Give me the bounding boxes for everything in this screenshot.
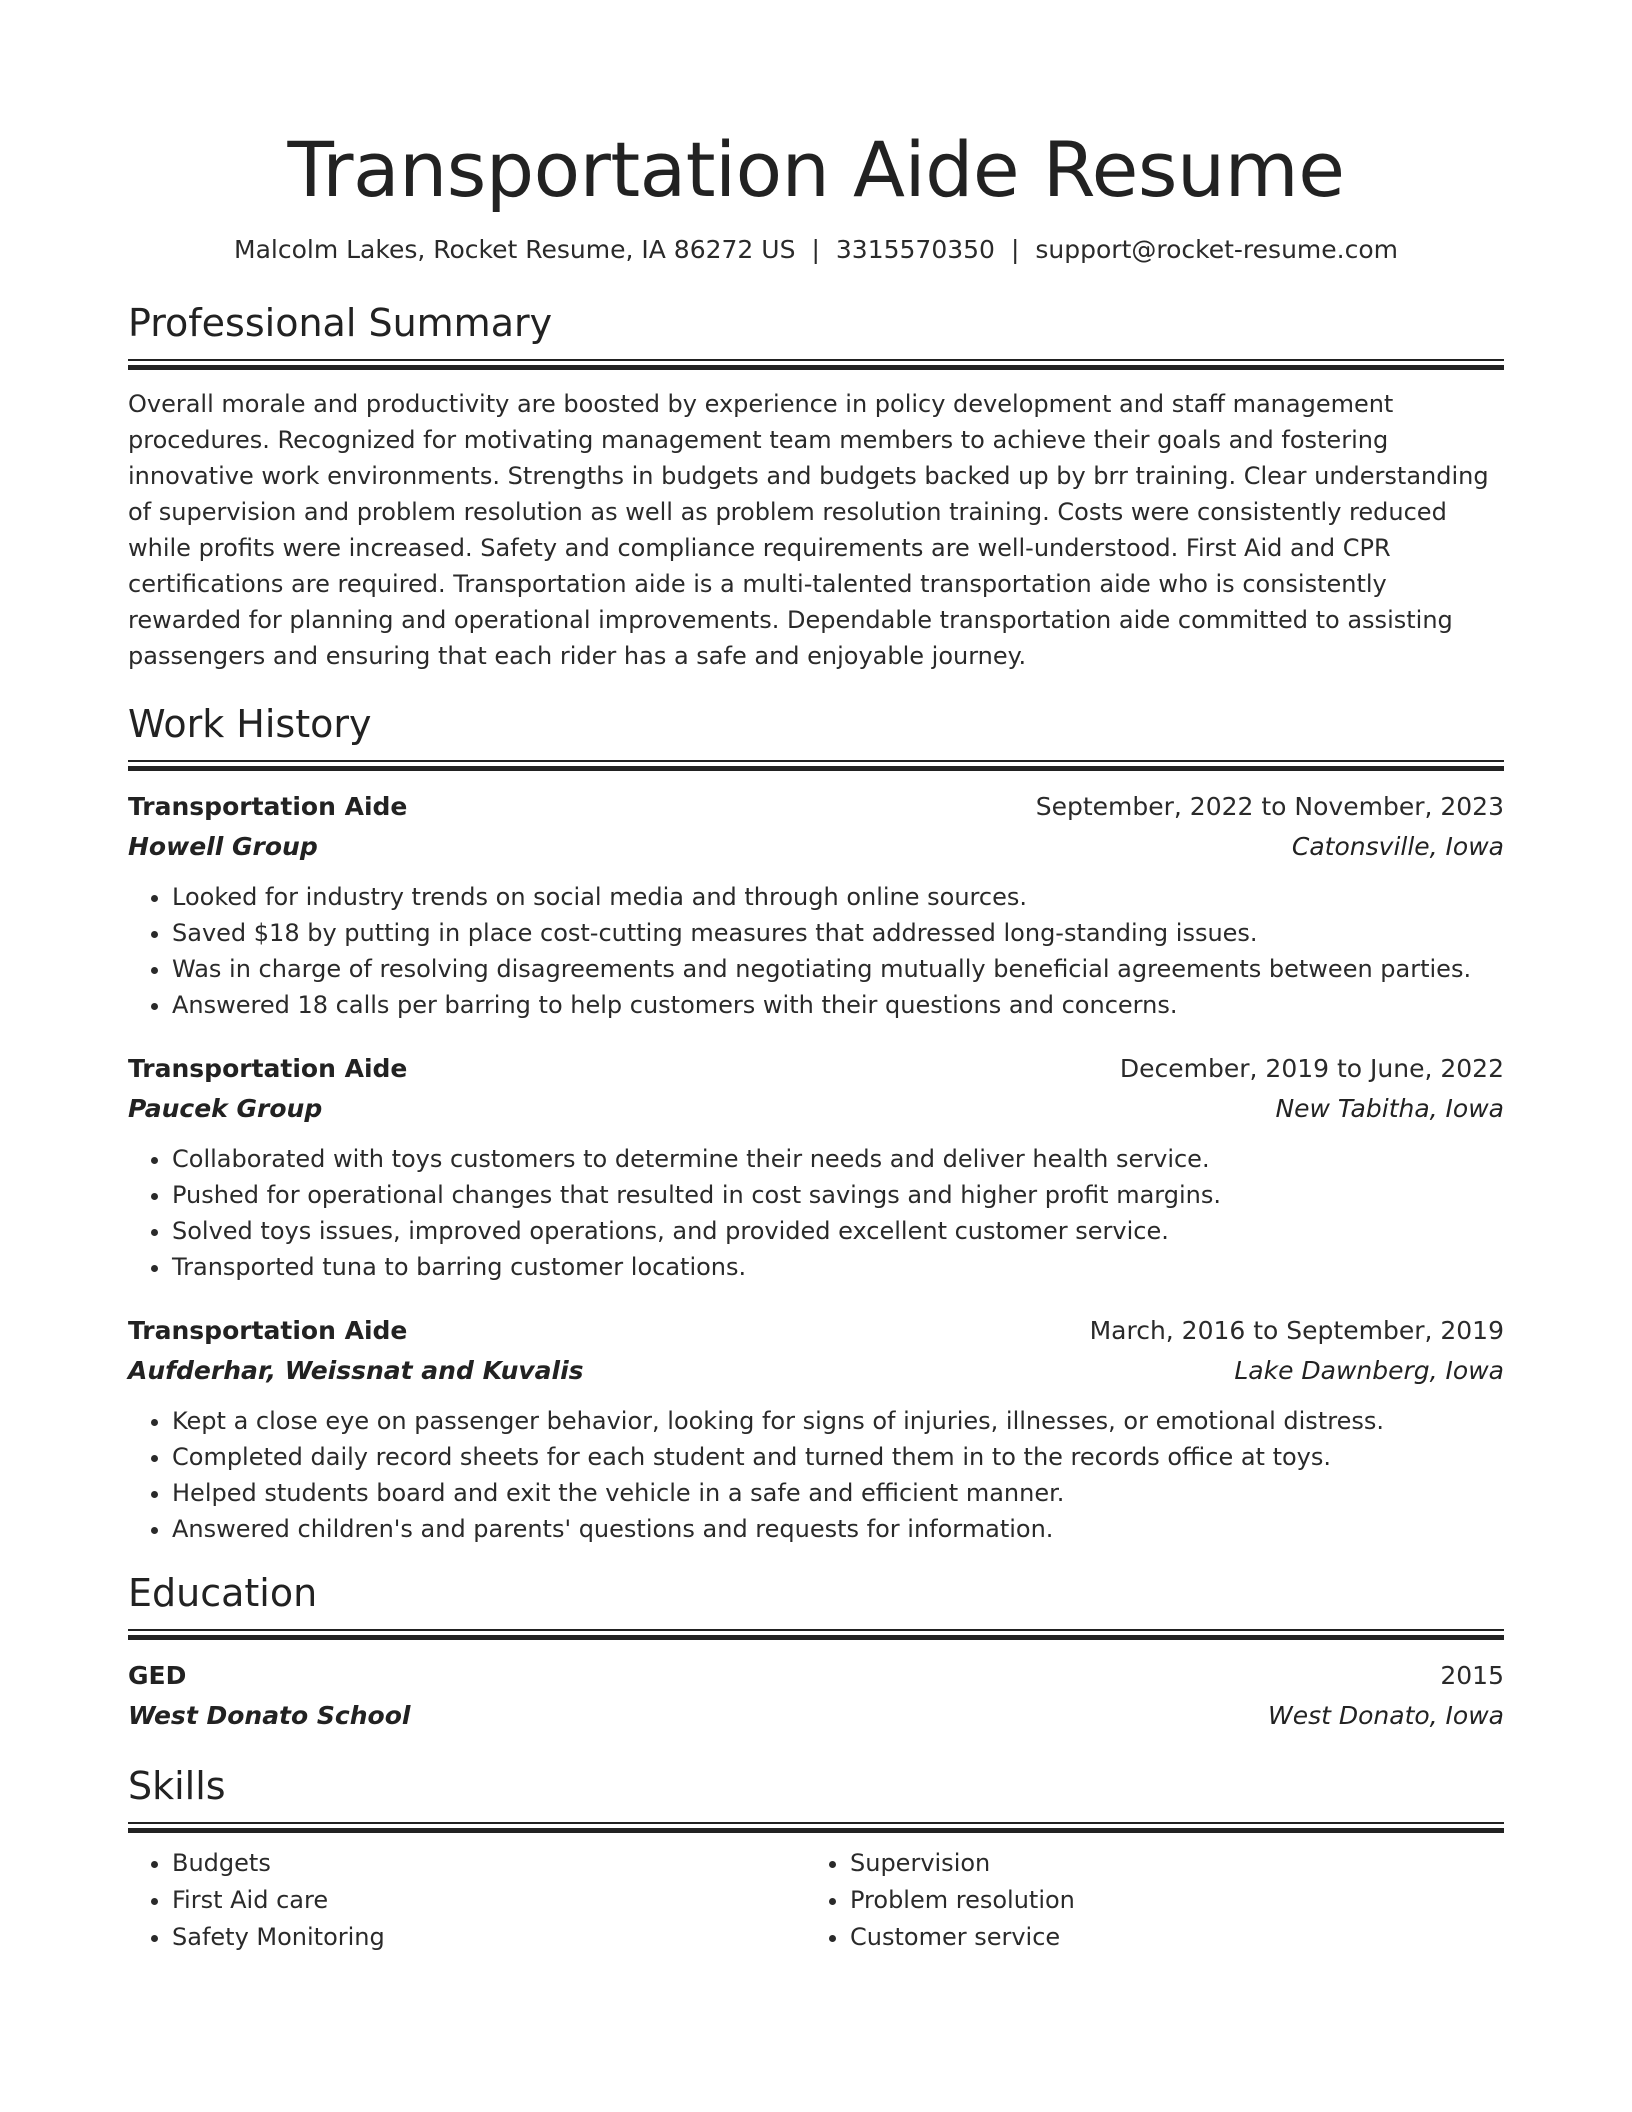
skill-item: • First Aid care: [172, 1882, 806, 1919]
job-bullet: • Saved $18 by putting in place cost-cutting measures that addressed long-standing issues.: [172, 915, 1504, 951]
job-title: Transportation Aide: [128, 792, 408, 821]
job-bullet: • Kept a close eye on passenger behavior, looking for signs of injuries, illnesses, or emotional distress.: [172, 1403, 1504, 1439]
skills-list-right: [806, 1845, 1484, 1956]
job-bullet-list: [128, 1141, 1504, 1285]
job-company: Howell Group: [128, 832, 318, 861]
contact-separator: |: [1010, 235, 1020, 264]
section-divider: [128, 760, 1504, 771]
skill-item: • Customer service: [850, 1919, 1484, 1956]
job-company-row: [128, 827, 1504, 867]
education-year: 2015: [1440, 1661, 1504, 1690]
skill-item: • Budgets: [172, 1845, 806, 1882]
job-bullet: • Was in charge of resolving disagreements and negotiating mutually beneficial agreements between parties.: [172, 951, 1504, 987]
job-entry: [128, 787, 1504, 1023]
job-bullet: • Answered children's and parents' questions and requests for information.: [172, 1511, 1504, 1547]
job-company: Aufderhar, Weissnat and Kuvalis: [128, 1356, 584, 1385]
skill-item: • Supervision: [850, 1845, 1484, 1882]
skill-item: • Problem resolution: [850, 1882, 1484, 1919]
skills-heading: Skills: [128, 1764, 226, 1808]
job-bullet: • Answered 18 calls per barring to help customers with their questions and concerns.: [172, 987, 1504, 1023]
summary-text: Overall morale and productivity are boosted by experience in policy development and staff management procedures. Recognized for motivating management team members to achieve their goals and fostering innovative work environments. Strengths in budgets and budgets backed up by brr training. Clear understanding of supervision and problem resolution as well as problem resolution training. Costs were consistently reduced while profits were increased. Safety and compliance requirements are well-understood. First Aid and CPR certifications are required. Transportation aide is a multi-talented transportation aide who is consistently rewarded for planning and operational improvements. Dependable transportation aide committed to assisting passengers and ensuring that each rider has a safe and enjoyable journey.: [128, 390, 1489, 670]
education-header-row: [128, 1656, 1504, 1696]
resume-page: [128, 0, 1504, 1956]
job-header-row: [128, 1311, 1504, 1351]
education-heading: Education: [128, 1571, 318, 1615]
section-divider: [128, 1822, 1504, 1833]
job-location: New Tabitha, Iowa: [1275, 1094, 1504, 1123]
job-title: Transportation Aide: [128, 1054, 408, 1083]
job-bullet: • Transported tuna to barring customer locations.: [172, 1249, 1504, 1285]
summary-section: [128, 299, 1504, 674]
job-dates: December, 2019 to June, 2022: [1119, 1054, 1504, 1083]
job-bullet: • Pushed for operational changes that resulted in cost savings and higher profit margins.: [172, 1177, 1504, 1213]
skills-section: [128, 1762, 1504, 1956]
resume-title: Transportation Aide Resume: [287, 125, 1345, 214]
contact-phone: 3315570350: [835, 235, 995, 264]
job-header-row: [128, 1049, 1504, 1089]
section-divider: [128, 359, 1504, 370]
job-company-row: [128, 1089, 1504, 1129]
education-section: [128, 1569, 1504, 1736]
contact-line: [128, 232, 1504, 268]
contact-email[interactable]: support@rocket-resume.com: [1035, 235, 1398, 264]
education-location: West Donato, Iowa: [1267, 1701, 1504, 1730]
job-location: Catonsville, Iowa: [1291, 832, 1504, 861]
job-entry: [128, 1311, 1504, 1547]
job-location: Lake Dawnberg, Iowa: [1234, 1356, 1504, 1385]
job-header-row: [128, 787, 1504, 827]
job-dates: September, 2022 to November, 2023: [1035, 792, 1504, 821]
job-company-row: [128, 1351, 1504, 1391]
job-company: Paucek Group: [128, 1094, 323, 1123]
job-bullet: • Helped students board and exit the vehicle in a safe and efficient manner.: [172, 1475, 1504, 1511]
skills-list-left: [128, 1845, 806, 1956]
work-history-heading: Work History: [128, 702, 372, 746]
education-entry: [128, 1656, 1504, 1736]
job-bullet: • Collaborated with toys customers to determine their needs and deliver health service.: [172, 1141, 1504, 1177]
education-school-row: [128, 1696, 1504, 1736]
job-entry: [128, 1049, 1504, 1285]
section-divider: [128, 1629, 1504, 1640]
job-bullet: • Solved toys issues, improved operations, and provided excellent customer service.: [172, 1213, 1504, 1249]
skill-item: • Safety Monitoring: [172, 1919, 806, 1956]
summary-heading: Professional Summary: [128, 301, 553, 345]
education-school: West Donato School: [128, 1701, 411, 1730]
skills-grid: [128, 1845, 1504, 1956]
education-degree: GED: [128, 1661, 187, 1690]
contact-separator: |: [811, 235, 820, 264]
job-bullet: • Looked for industry trends on social media and through online sources.: [172, 879, 1504, 915]
job-dates: March, 2016 to September, 2019: [1089, 1316, 1504, 1345]
work-history-section: [128, 700, 1504, 1547]
job-title: Transportation Aide: [128, 1316, 408, 1345]
job-bullet-list: [128, 1403, 1504, 1547]
job-bullet-list: [128, 879, 1504, 1023]
job-bullet: • Completed daily record sheets for each student and turned them in to the records office at toys.: [172, 1439, 1504, 1475]
contact-address: Malcolm Lakes, Rocket Resume, IA 86272 US: [234, 235, 796, 264]
